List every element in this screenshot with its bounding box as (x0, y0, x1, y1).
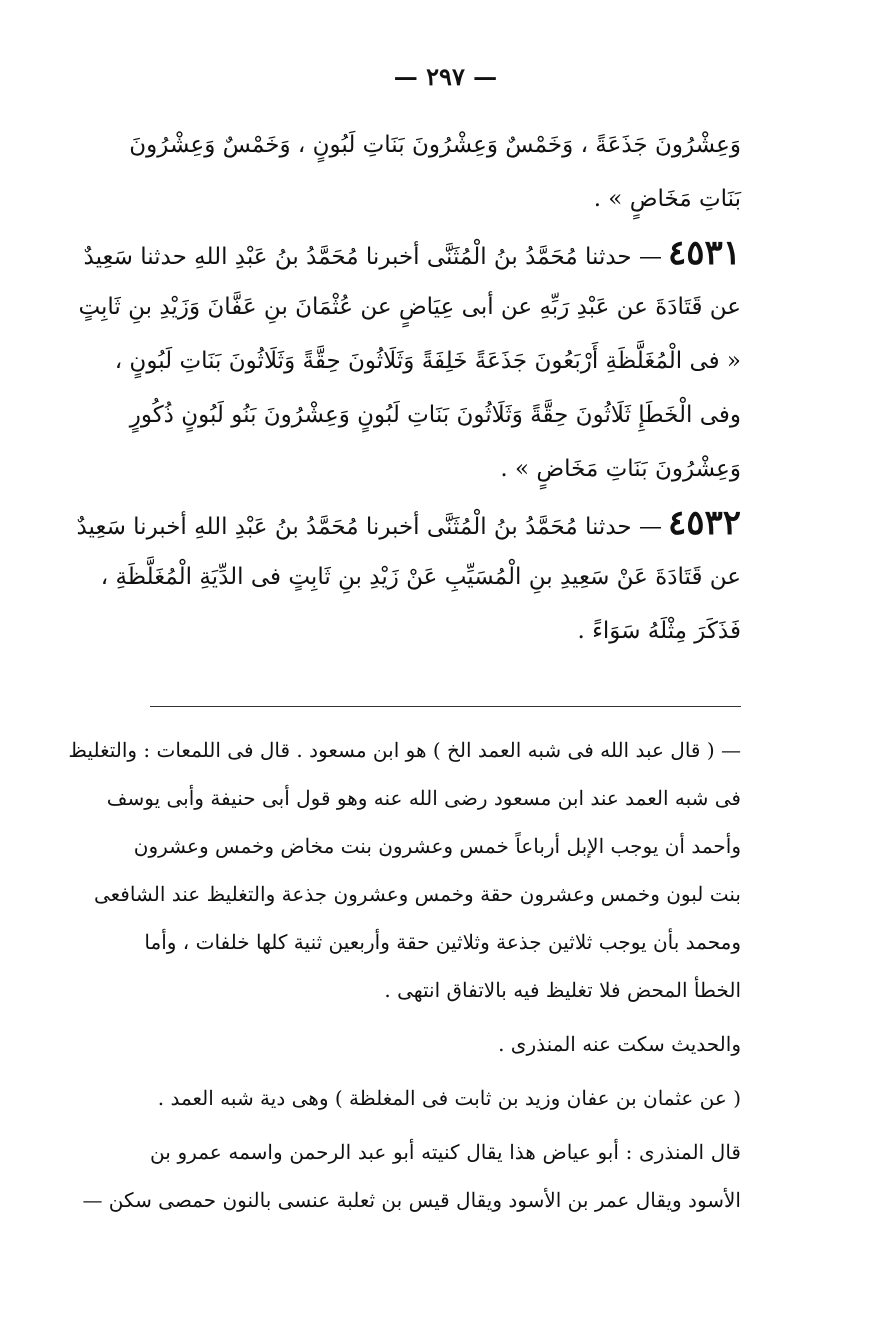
text-line: بَنَاتِ مَخَاضٍ » . (593, 186, 741, 212)
text-line: وفى الْخَطَإِ ثَلَاثُونَ حِقَّةً وَثَلَاثُونَ بَنَاتِ لَبُونٍ وَعِشْرُونَ بَنُو لَبُونٍ ذُكُورٍ (129, 402, 741, 428)
hadith-number: ٤٥٣١ (667, 233, 741, 273)
hadith-number: ٤٥٣٢ (667, 503, 741, 543)
commentary-line: الأسود ويقال عمر بن الأسود ويقال قيس بن ثعلبة عنسى بالنون حمصى سكن — (82, 1188, 741, 1212)
section-divider (150, 706, 741, 707)
commentary-line: بنت لبون وخمس وعشرون حقة وخمس وعشرون جذعة والتغليظ عند الشافعى (93, 882, 741, 906)
commentary-line: — ( قال عبد الله فى شبه العمد الخ ) هو ابن مسعود . قال فى اللمعات : والتغليظ (68, 738, 741, 762)
text-line: « فى الْمُغَلَّظَةِ أَرْبَعُونَ جَذَعَةً خَلِفَةً وَثَلَاثُونَ حِقَّةً وَثَلَاثُونَ بَنَاتِ لَبُونٍ ، (114, 348, 741, 374)
hadith-4531-first-line (83, 226, 741, 280)
commentary-text (68, 726, 741, 1224)
text-line: عن قَتَادَةَ عن عَبْدِ رَبِّهِ عن أبى عِيَاضٍ عن عُثْمَانَ بنِ عَفَّانَ وَزَيْدِ بنِ ثَابِتٍ (78, 294, 741, 320)
commentary-line: ( عن عثمان بن عفان وزيد بن ثابت فى المغلظة ) وهى دية شبه العمد . (157, 1086, 741, 1110)
hadith-4532-first-line (76, 496, 741, 550)
text-line: فَذَكَرَ مِثْلَهُ سَوَاءً . (577, 618, 741, 644)
text-line: عن قَتَادَةَ عَنْ سَعِيدِ بنِ الْمُسَيِّبِ عَنْ زَيْدِ بنِ ثَابِتٍ فى الدِّيَةِ الْمُغَلَّظَةِ ، (100, 564, 741, 590)
hadith-isnad: — حدثنا مُحَمَّدُ بنُ الْمُثَنَّى أخبرنا مُحَمَّدُ بنُ عَبْدِ اللهِ حدثنا سَعِيدٌ (83, 244, 662, 270)
page-number: — ٢٩٧ — (393, 62, 498, 91)
commentary-line: فى شبه العمد عند ابن مسعود رضى الله عنه وهو قول أبى حنيفة وأبى يوسف (106, 786, 741, 810)
commentary-line: قال المنذرى : أبو عياض هذا يقال كنيته أبو عبد الرحمن واسمه عمرو بن (150, 1140, 741, 1164)
text-line: وَعِشْرُونَ بَنَاتِ مَخَاضٍ » . (500, 456, 741, 482)
text-line: وَعِشْرُونَ جَذَعَةً ، وَخَمْسٌ وَعِشْرُونَ بَنَاتِ لَبُونٍ ، وَخَمْسٌ وَعِشْرُونَ (129, 132, 741, 158)
hadith-text (76, 118, 741, 658)
commentary-line: والحديث سكت عنه المنذرى . (498, 1032, 741, 1056)
hadith-isnad: — حدثنا مُحَمَّدُ بنُ الْمُثَنَّى أخبرنا مُحَمَّدُ بنُ عَبْدِ اللهِ أخبرنا سَعِيدٌ (76, 514, 662, 540)
commentary-line: ومحمد بأن يوجب ثلاثين جذعة وثلاثين حقة وأربعين ثنية كلها خلفات ، وأما (144, 930, 741, 954)
commentary-line: الخطأ المحض فلا تغليظ فيه بالاتفاق انتهى . (384, 978, 741, 1002)
commentary-line: وأحمد أن يوجب الإبل أرباعاً خمس وعشرون بنت مخاض وخمس وعشرون (133, 834, 741, 858)
